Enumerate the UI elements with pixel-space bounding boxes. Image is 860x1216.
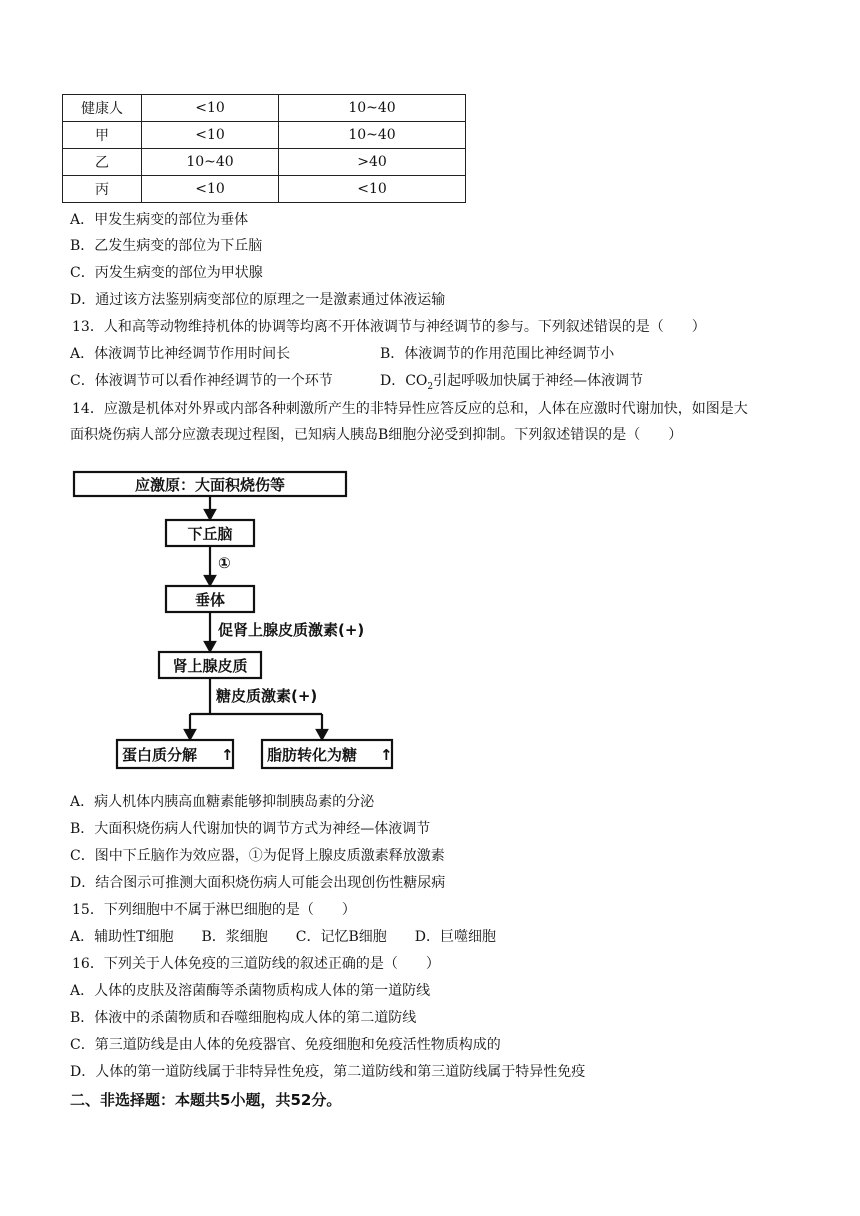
table-cell: <10: [142, 122, 279, 149]
protein-up-arrow: ↑: [221, 746, 234, 764]
q13-stem: 13．人和高等动物维持机体的协调等均离不开体液调节与神经调节的参与。下列叙述错误的是（ ）: [72, 319, 706, 335]
table-cell: 甲: [63, 122, 142, 149]
q16-option-a: A．人体的皮肤及溶菌酶等杀菌物质构成人体的第一道防线: [70, 983, 431, 999]
glucocorticoid-label: 糖皮质激素(+): [216, 687, 318, 705]
q12-option-c: C．丙发生病变的部位为甲状腺: [70, 265, 263, 281]
q14-option-d: D．结合图示可推测大面积烧伤病人可能会出现创伤性糖尿病: [70, 875, 446, 891]
q15-stem: 15．下列细胞中不属于淋巴细胞的是（ ）: [72, 902, 356, 918]
q16-option-d: D．人体的第一道防线属于非特异性免疫，第二道防线和第三道防线属于特异性免疫: [70, 1064, 586, 1080]
table-cell: <10: [279, 176, 466, 203]
q14-stem-line2: 面积烧伤病人部分应激表现过程图，已知病人胰岛B细胞分泌受到抑制。下列叙述错误的是（ ）: [70, 427, 683, 443]
q16-option-c: C．第三道防线是由人体的免疫器官、免疫细胞和免疫活性物质构成的: [70, 1037, 501, 1053]
hypothalamus-label: 下丘脑: [187, 525, 233, 543]
hormone-table: [62, 94, 466, 203]
q14-option-c: C．图中下丘脑作为效应器，①为促肾上腺皮质激素释放激素: [70, 848, 445, 864]
section-2-heading: 二、非选择题：本题共5小题，共52分。: [70, 1091, 342, 1109]
table-cell: >40: [279, 149, 466, 176]
q14-option-b: B．大面积烧伤病人代谢加快的调节方式为神经—体液调节: [70, 821, 431, 837]
q13-option-a: A．体液调节比神经调节作用时间长: [70, 346, 291, 362]
table-cell: 健康人: [63, 95, 142, 122]
table-row: [63, 122, 466, 149]
q15-options: A．辅助性T细胞 B．浆细胞 C．记忆B细胞 D．巨噬细胞: [70, 929, 496, 945]
stress-diagram: [62, 458, 412, 778]
table-cell: 10~40: [279, 122, 466, 149]
table-row: [63, 95, 466, 122]
q13-option-b: B．体液调节的作用范围比神经调节小: [380, 346, 615, 362]
fat-up-arrow: ↑: [380, 746, 393, 764]
q13-option-d-post: 引起呼吸加快属于神经—体液调节: [433, 373, 644, 389]
adrenal-cortex-label: 肾上腺皮质: [172, 657, 248, 675]
q16-option-b: B．体液中的杀菌物质和吞噬细胞构成人体的第二道防线: [70, 1010, 417, 1026]
table-cell: 10~40: [142, 149, 279, 176]
protein-breakdown-label: 蛋白质分解: [122, 746, 198, 764]
table-row: [63, 176, 466, 203]
q12-option-d: D．通过该方法鉴别病变部位的原理之一是激素通过体液运输: [70, 292, 446, 308]
table-cell: 乙: [63, 149, 142, 176]
q13-option-c: C．体液调节可以看作神经调节的一个环节: [70, 373, 333, 389]
q14-option-a: A．病人机体内胰高血糖素能够抑制胰岛素的分泌: [70, 794, 375, 810]
table-cell: <10: [142, 176, 279, 203]
table-row: [63, 149, 466, 176]
q13-option-d-pre: D．CO: [380, 373, 428, 389]
stress-source-label: 应激原：大面积烧伤等: [134, 476, 286, 494]
q14-stem-line1: 14．应激是机体对外界或内部各种刺激所产生的非特异性应答反应的总和，人体在应激时代谢加快，如图是大: [72, 401, 748, 417]
q16-stem: 16．下列关于人体免疫的三道防线的叙述正确的是（ ）: [72, 956, 440, 972]
q13-option-d-sub: 2: [427, 381, 434, 392]
marker-1-label: ①: [218, 554, 231, 572]
q13-option-d: [380, 372, 643, 396]
q12-option-a: A．甲发生病变的部位为垂体: [70, 212, 249, 228]
acth-label: 促肾上腺皮质激素(+): [218, 621, 365, 639]
pituitary-label: 垂体: [194, 591, 226, 609]
table-cell: 丙: [63, 176, 142, 203]
q12-option-b: B．乙发生病变的部位为下丘脑: [70, 238, 263, 254]
fat-to-sugar-label: 脂肪转化为糖: [267, 746, 358, 764]
table-cell: 10~40: [279, 95, 466, 122]
table-cell: <10: [142, 95, 279, 122]
